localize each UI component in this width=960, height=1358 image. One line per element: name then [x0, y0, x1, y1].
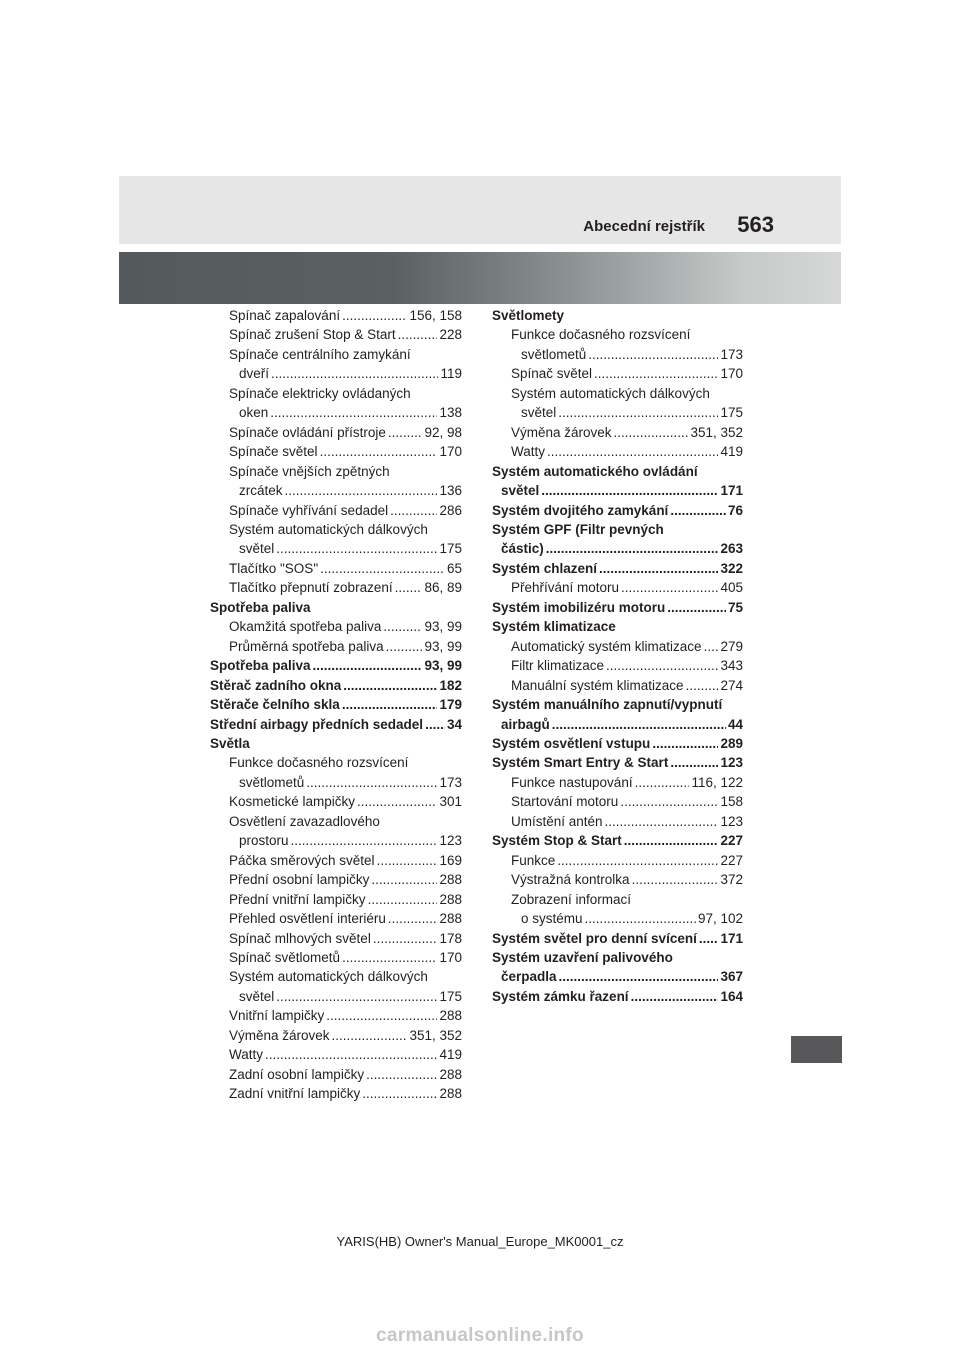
index-entry-pages: 179	[439, 697, 462, 713]
index-entry	[210, 462, 462, 481]
index-entry-term: Systém automatických dálkových	[229, 969, 428, 985]
index-entry	[492, 598, 743, 617]
index-entry-pages: 173	[439, 774, 462, 790]
index-entry-pages: 171	[720, 930, 743, 946]
index-entry	[492, 753, 743, 772]
index-entry	[210, 423, 462, 442]
index-entry	[210, 870, 462, 889]
index-entry-pages: 263	[720, 541, 743, 557]
index-entry-term: Spínač světlometů	[229, 949, 341, 965]
index-entry-term: Funkce dočasného rozsvícení	[229, 755, 409, 771]
index-entry-pages: 372	[720, 872, 743, 888]
index-entry-pages: 182	[439, 677, 462, 693]
index-entry-leader	[395, 578, 423, 597]
index-entry-leader	[265, 1045, 437, 1064]
index-entry-leader	[594, 364, 718, 383]
index-entry-pages: 93, 99	[424, 619, 462, 635]
index-entry-leader	[425, 715, 445, 734]
index-entry-leader	[342, 306, 407, 325]
index-entry-leader	[285, 481, 438, 500]
index-entry	[492, 812, 743, 831]
index-entry-pages: 86, 89	[424, 580, 462, 596]
index-entry-term: Stěrač zadního okna	[210, 677, 342, 693]
index-entry	[210, 598, 462, 617]
index-entry-leader	[271, 364, 438, 383]
index-entry	[210, 1065, 462, 1084]
section-title: Abecední rejstřík	[583, 218, 705, 235]
index-entry	[492, 559, 743, 578]
index-entry	[210, 384, 462, 403]
index-entry	[492, 539, 743, 558]
index-entry-term: Přehřívání motoru	[511, 580, 620, 596]
index-entry	[210, 656, 462, 675]
index-entry	[210, 851, 462, 870]
index-entry-term: Spínač mlhových světel	[229, 930, 371, 946]
index-entry-term: Spotřeba paliva	[210, 658, 311, 674]
index-entry	[210, 1045, 462, 1064]
index-entry	[492, 578, 743, 597]
index-entry-pages: 288	[439, 911, 462, 927]
index-entry	[492, 792, 743, 811]
index-entry-term: Watty	[511, 444, 546, 460]
index-entry-term: Kosmetické lampičky	[229, 794, 356, 810]
index-entry	[210, 306, 462, 325]
index-entry	[210, 676, 462, 695]
index-entry	[492, 364, 743, 383]
index-entry-leader	[547, 442, 718, 461]
index-entry-pages: 44	[727, 716, 743, 732]
index-entry-pages: 136	[439, 483, 462, 499]
index-entry	[492, 676, 743, 695]
index-entry-leader	[306, 773, 437, 792]
index-entry-pages: 274	[720, 677, 743, 693]
index-column-left	[210, 306, 462, 1104]
index-entry-pages: 123	[439, 833, 462, 849]
index-entry-leader	[558, 403, 718, 422]
index-entry	[492, 306, 743, 325]
index-entry-term: světlometů	[239, 774, 305, 790]
index-entry	[210, 948, 462, 967]
index-entry-leader	[546, 539, 719, 558]
index-entry-term: Umístění antén	[511, 813, 603, 829]
index-entry-leader	[326, 1006, 437, 1025]
index-entry-pages: 164	[720, 988, 743, 1004]
index-entry-term: Systém světel pro denní svícení	[492, 930, 697, 946]
index-entry-leader	[313, 656, 423, 675]
index-entry-term: Spínače centrálního zamykání	[229, 346, 411, 362]
index-entry	[492, 695, 743, 714]
index-entry-term: Průměrná spotřeba paliva	[229, 638, 384, 654]
index-entry-leader	[552, 715, 726, 734]
index-entry	[492, 520, 743, 539]
index-entry-leader	[557, 851, 718, 870]
index-entry	[210, 520, 462, 539]
index-entry-pages: 367	[720, 969, 743, 985]
index-entry-term: Světlomety	[492, 308, 565, 323]
index-entry-term: Tlačítko "SOS"	[229, 560, 319, 576]
index-entry-term: Páčka směrových světel	[229, 852, 375, 868]
index-entry-term: čerpadla	[501, 969, 557, 985]
index-entry-pages: 170	[439, 444, 462, 460]
index-entry-leader	[559, 967, 719, 986]
index-entry-leader	[588, 345, 718, 364]
index-entry-pages: 116, 122	[691, 774, 743, 790]
index-entry-leader	[390, 501, 437, 520]
index-entry-term: Startování motoru	[511, 794, 619, 810]
index-entry-leader	[599, 559, 718, 578]
index-entry-leader	[270, 403, 437, 422]
index-entry	[492, 715, 743, 734]
index-entry-term: Zobrazení informací	[511, 891, 632, 907]
index-entry-term: Spotřeba paliva	[210, 599, 311, 615]
index-entry-term: částic)	[501, 541, 544, 557]
index-entry	[210, 734, 462, 753]
index-entry-term: Přední vnitřní lampičky	[229, 891, 366, 907]
index-entry-term: Systém automatických dálkových	[229, 521, 428, 537]
index-entry-leader	[621, 578, 718, 597]
index-entry-leader	[686, 676, 719, 695]
index-entry-leader	[357, 792, 437, 811]
index-entry-term: Systém chlazení	[492, 560, 598, 576]
index-entry-pages: 419	[439, 1047, 462, 1063]
index-entry-term: Spínače vyhřívání sedadel	[229, 502, 389, 518]
watermark: carmanualsonline.info	[376, 1325, 584, 1346]
index-entry-term: o systému	[521, 911, 583, 927]
index-entry	[210, 617, 462, 636]
index-entry-leader	[605, 812, 719, 831]
index-entry-term: Watty	[229, 1047, 264, 1063]
index-entry-pages: 288	[439, 891, 462, 907]
index-entry-leader	[388, 423, 423, 442]
index-entry	[210, 909, 462, 928]
index-entry-leader	[377, 851, 438, 870]
index-entry-pages: 93, 99	[424, 658, 462, 674]
index-entry	[492, 637, 743, 656]
index-entry-term: Výstražná kontrolka	[511, 872, 630, 888]
index-entry-pages: 288	[439, 1086, 462, 1102]
index-entry	[210, 812, 462, 831]
index-entry-term: Stěrače čelního skla	[210, 697, 340, 713]
index-entry	[492, 617, 743, 636]
index-entry	[492, 967, 743, 986]
index-entry-pages: 123	[720, 755, 743, 771]
index-entry	[210, 715, 462, 734]
index-entry-term: Systém automatických dálkových	[511, 385, 710, 401]
page-number: 563	[737, 212, 774, 237]
index-entry-leader	[670, 753, 718, 772]
index-entry-leader	[386, 637, 423, 656]
index-entry	[210, 325, 462, 344]
index-entry	[492, 403, 743, 422]
index-entry	[492, 851, 743, 870]
index-entry-term: Systém dvojitého zamykání	[492, 502, 669, 518]
index-entry-term: prostoru	[239, 833, 289, 849]
index-entry	[492, 929, 743, 948]
index-entry-pages: 227	[720, 852, 743, 868]
index-entry-leader	[276, 539, 437, 558]
index-entry-term: Systém manuálního zapnutí/vypnutí	[492, 697, 723, 713]
chapter-tab	[791, 1036, 842, 1063]
index-entry-pages: 75	[727, 599, 743, 615]
index-entry-pages: 92, 98	[424, 424, 462, 440]
index-entry-term: Výměna žárovek	[229, 1027, 330, 1043]
index-entry	[210, 637, 462, 656]
index-entry-pages: 138	[439, 405, 462, 421]
index-entry-term: Manuální systém klimatizace	[511, 677, 684, 693]
index-entry-leader	[704, 637, 719, 656]
index-entry-pages: 288	[439, 1066, 462, 1082]
index-entry-term: Systém klimatizace	[492, 619, 616, 635]
index-entry-term: Zadní vnitřní lampičky	[229, 1086, 361, 1102]
index-entry-term: Systém automatického ovládání	[492, 463, 698, 479]
index-entry-leader	[383, 617, 422, 636]
index-entry-term: Osvětlení zavazadlového	[229, 813, 380, 829]
index-entry-pages: 173	[720, 346, 743, 362]
index-entry	[492, 481, 743, 500]
index-entry	[492, 501, 743, 520]
index-entry-term: Tlačítko přepnutí zobrazení	[229, 580, 393, 596]
index-entry-pages: 279	[720, 638, 743, 654]
index-entry	[210, 773, 462, 792]
index-entry-leader	[368, 890, 438, 909]
index-entry-pages: 119	[440, 366, 462, 382]
index-entry	[210, 559, 462, 578]
index-entry-pages: 351, 352	[409, 1027, 462, 1043]
index-entry	[492, 948, 743, 967]
index-entry-term: Funkce dočasného rozsvícení	[511, 327, 691, 343]
index-entry-pages: 178	[439, 930, 462, 946]
index-entry-pages: 351, 352	[690, 424, 743, 440]
index-entry	[492, 909, 743, 928]
index-entry-leader	[632, 870, 719, 889]
index-entry-term: Spínač zapalování	[229, 308, 341, 323]
index-entry-leader	[388, 909, 438, 928]
index-entry-leader	[366, 1065, 437, 1084]
index-entry-pages: 419	[720, 444, 743, 460]
index-entry-leader	[606, 656, 718, 675]
index-entry-leader	[670, 501, 726, 520]
index-entry-term: Systém Smart Entry & Start	[492, 755, 669, 771]
index-entry-term: Systém osvětlení vstupu	[492, 735, 651, 751]
index-entry	[492, 345, 743, 364]
index-entry	[210, 753, 462, 772]
index-entry-leader	[343, 676, 437, 695]
index-entry-leader	[614, 423, 689, 442]
index-entry-leader	[320, 442, 438, 461]
index-entry	[210, 442, 462, 461]
index-entry	[210, 481, 462, 500]
index-entry-term: Přední osobní lampičky	[229, 872, 370, 888]
index-entry-term: Systém Stop & Start	[492, 833, 622, 849]
index-entry	[492, 656, 743, 675]
index-entry	[210, 539, 462, 558]
index-entry-term: dveří	[239, 366, 270, 382]
index-entry	[210, 792, 462, 811]
index-entry	[210, 890, 462, 909]
index-entry-term: Zadní osobní lampičky	[229, 1066, 365, 1082]
index-entry-term: světel	[501, 483, 540, 499]
index-entry	[210, 345, 462, 364]
index-entry-leader	[398, 325, 438, 344]
index-entry-pages: 170	[720, 366, 743, 382]
index-entry-term: Filtr klimatizace	[511, 658, 605, 674]
index-entry-pages: 175	[439, 988, 462, 1004]
index-entry-pages: 123	[720, 813, 743, 829]
index-entry	[492, 462, 743, 481]
index-entry-term: Spínače ovládání přístroje	[229, 424, 386, 440]
index-entry-term: Vnitřní lampičky	[229, 1008, 325, 1024]
index-entry-term: světel	[239, 988, 275, 1004]
index-entry-term: světlometů	[521, 346, 587, 362]
index-entry	[492, 870, 743, 889]
index-entry-pages: 97, 102	[697, 911, 743, 927]
index-entry-pages: 286	[439, 502, 462, 518]
index-entry-pages: 289	[720, 735, 743, 751]
footer-text: YARIS(HB) Owner's Manual_Europe_MK0001_cz	[336, 1234, 624, 1249]
index-entry-pages: 288	[439, 872, 462, 888]
index-entry	[492, 773, 743, 792]
index-entry	[210, 578, 462, 597]
index-entry	[210, 695, 462, 714]
index-entry-leader	[541, 481, 718, 500]
index-entry-pages: 288	[439, 1008, 462, 1024]
index-entry	[492, 831, 743, 850]
index-entry-term: Funkce nastupování	[511, 774, 633, 790]
index-entry-pages: 93, 99	[424, 638, 462, 654]
index-entry-leader	[585, 909, 696, 928]
index-entry-leader	[667, 598, 726, 617]
index-entry	[210, 1026, 462, 1045]
index-entry	[492, 734, 743, 753]
index-entry-term: Výměna žárovek	[511, 424, 612, 440]
index-entry-term: Spínač světel	[511, 366, 593, 382]
index-entry-pages: 170	[439, 949, 462, 965]
index-entry	[210, 831, 462, 850]
index-entry-leader	[276, 987, 437, 1006]
index-entry	[210, 364, 462, 383]
index-entry	[492, 423, 743, 442]
index-entry-pages: 76	[727, 502, 743, 518]
index-entry	[210, 1084, 462, 1103]
index-entry-pages: 156, 158	[409, 308, 462, 323]
index-entry	[492, 384, 743, 403]
index-entry-term: Spínače vnějších zpětných	[229, 463, 390, 479]
index-entry-term: zrcátek	[239, 483, 283, 499]
index-entry-leader	[624, 831, 719, 850]
index-entry-term: Spínače elektricky ovládaných	[229, 385, 411, 401]
index-entry-pages: 158	[720, 794, 743, 810]
index-entry-leader	[342, 695, 438, 714]
index-entry-pages: 34	[446, 716, 462, 732]
index-entry-leader	[291, 831, 438, 850]
index-entry-term: Spínač zrušení Stop & Start	[229, 327, 396, 343]
index-entry-pages: 301	[439, 794, 462, 810]
index-entry-term: Střední airbagy předních sedadel	[210, 716, 424, 732]
index-entry-pages: 175	[720, 405, 743, 421]
index-entry-leader	[332, 1026, 408, 1045]
index-entry-leader	[320, 559, 445, 578]
index-entry-leader	[373, 929, 438, 948]
index-column-right	[492, 306, 743, 1006]
index-entry-term: oken	[239, 405, 269, 421]
header-gradient-bar	[119, 252, 841, 304]
index-entry-term: světel	[239, 541, 275, 557]
index-entry	[210, 987, 462, 1006]
index-entry-term: Systém uzavření palivového	[492, 949, 673, 965]
index-entry-leader	[652, 734, 718, 753]
index-entry-term: Okamžitá spotřeba paliva	[229, 619, 382, 635]
index-entry-leader	[699, 929, 719, 948]
index-entry	[210, 929, 462, 948]
index-entry-term: airbagů	[501, 716, 550, 732]
index-entry-term: Přehled osvětlení interiéru	[229, 911, 386, 927]
index-entry	[492, 987, 743, 1006]
index-entry	[210, 501, 462, 520]
index-entry-pages: 175	[439, 541, 462, 557]
index-entry-pages: 227	[720, 833, 743, 849]
index-entry-term: Systém zámku řazení	[492, 988, 629, 1004]
index-entry-term: Spínače světel	[229, 444, 318, 460]
index-entry-leader	[620, 792, 718, 811]
index-entry-pages: 343	[720, 658, 743, 674]
index-entry-leader	[342, 948, 437, 967]
index-entry-leader	[362, 1084, 437, 1103]
index-entry-pages: 405	[720, 580, 743, 596]
index-entry	[210, 403, 462, 422]
index-entry	[492, 325, 743, 344]
index-entry	[492, 890, 743, 909]
index-entry-pages: 228	[439, 327, 462, 343]
index-entry	[492, 442, 743, 461]
index-entry-pages: 322	[720, 560, 743, 576]
index-entry-term: Systém GPF (Filtr pevných	[492, 521, 664, 537]
index-entry-term: světel	[521, 405, 557, 421]
index-entry-pages: 169	[439, 852, 462, 868]
index-entry	[210, 967, 462, 986]
index-entry	[210, 1006, 462, 1025]
index-entry-term: Automatický systém klimatizace	[511, 638, 702, 654]
index-entry-leader	[371, 870, 437, 889]
index-entry-term: Systém imobilizéru motoru	[492, 599, 666, 615]
index-entry-term: Funkce	[511, 852, 556, 868]
index-entry-leader	[635, 773, 690, 792]
index-entry-pages: 171	[720, 483, 743, 499]
index-entry-pages: 65	[446, 560, 462, 576]
index-entry-term: Světla	[210, 735, 250, 751]
index-entry-leader	[631, 987, 719, 1006]
header-band	[119, 176, 841, 244]
